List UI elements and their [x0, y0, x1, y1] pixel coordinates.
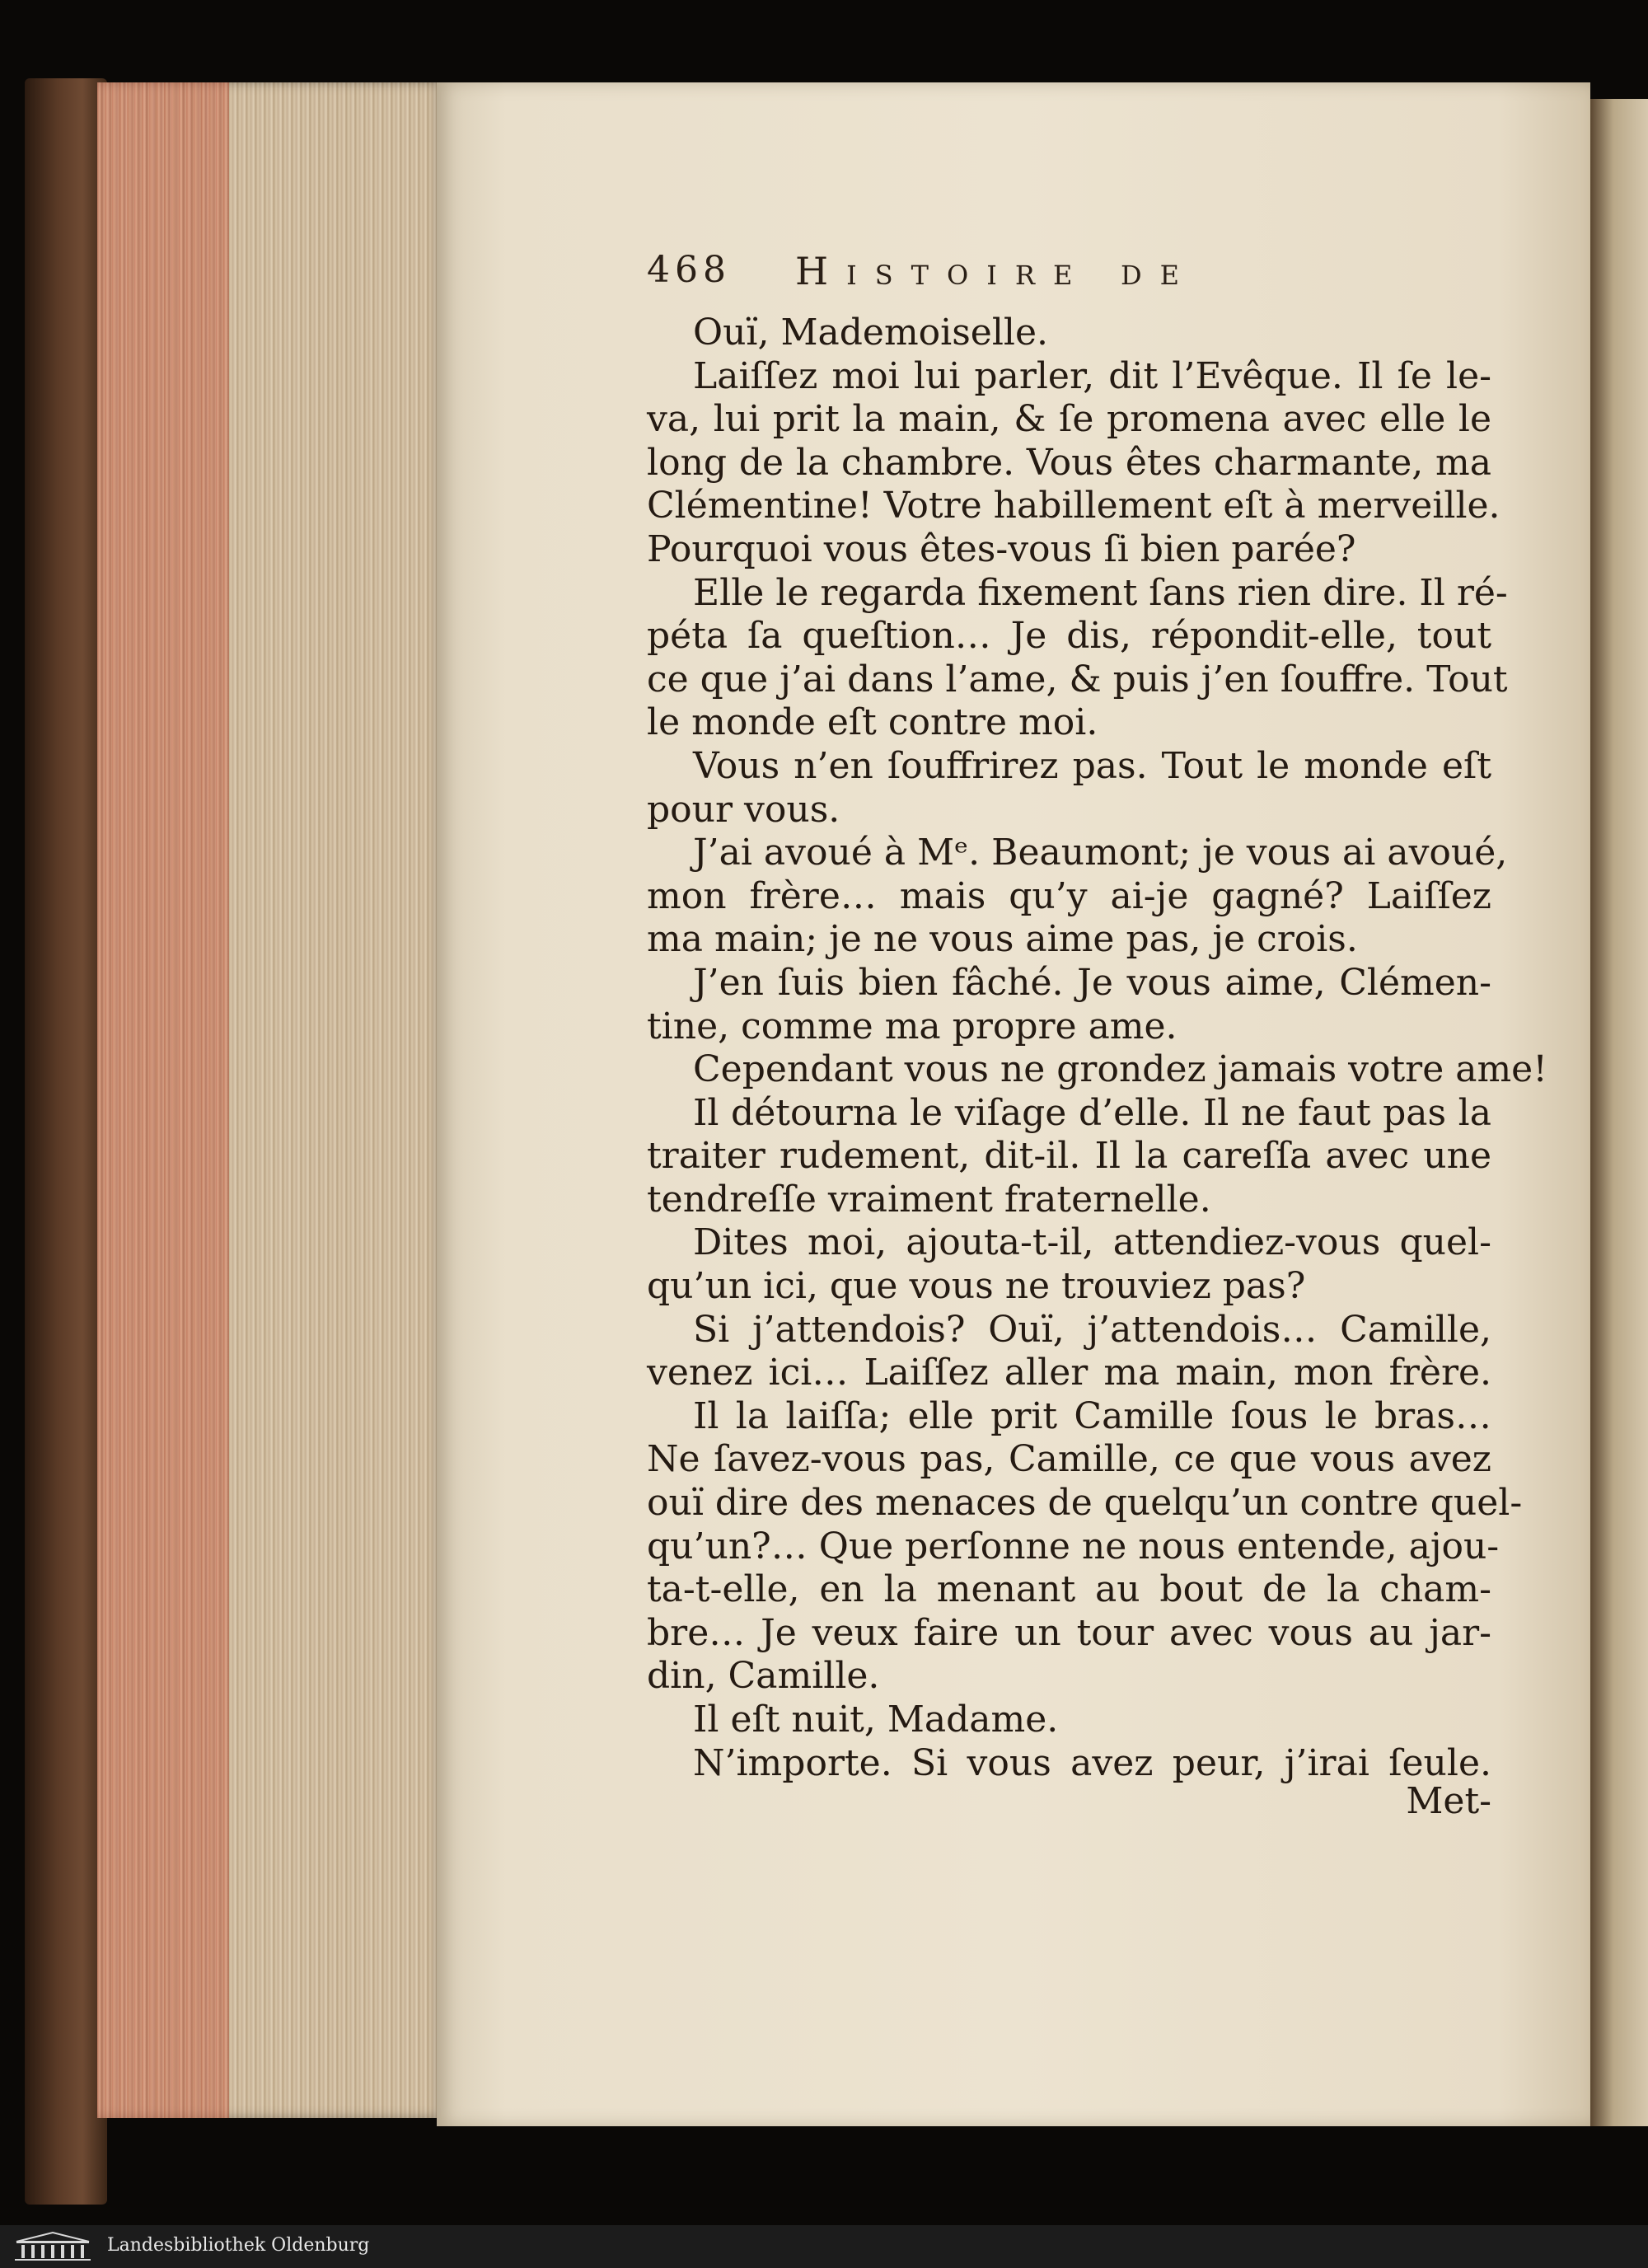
text-line: bre… Je veux faire un tour avec vous au jar- — [647, 1611, 1491, 1654]
text-line: péta ſa queſtion… Je dis, répondit-elle, tout — [647, 615, 1491, 658]
body-text — [647, 312, 1547, 1785]
text-line: Il eſt nuit, Madame. — [693, 1699, 1059, 1741]
facing-page-edge — [1590, 99, 1648, 2126]
text-line: ouï dire des menaces de quelqu’un contre quel- — [647, 1482, 1523, 1525]
text-line: Dites moi, ajouta-t-il, attendiez-vous quel- — [693, 1221, 1491, 1264]
text-line: Cependant vous ne grondez jamais votre ame! — [693, 1048, 1547, 1091]
footer-institution-name: Landesbibliothek Oldenburg — [107, 2235, 370, 2256]
text-line: J’en ſuis bien fâché. Je vous aime, Clémen- — [693, 961, 1491, 1004]
text-line: Il détourna le viſage d’elle. Il ne faut pas la — [693, 1091, 1491, 1134]
page-number: 468 — [647, 249, 731, 291]
text-line: mon frère… mais qu’y ai-je gagné? Laiſſez — [647, 874, 1491, 917]
text-line: din, Camille. — [647, 1655, 880, 1698]
page-edges-red-tint — [97, 82, 229, 2118]
text-line: pour vous. — [647, 788, 840, 831]
text-line: tine, comme ma propre ame. — [647, 1005, 1177, 1047]
text-line: tendreſſe vraiment fraternelle. — [647, 1178, 1211, 1221]
text-line: Vous n’en ſouffrirez pas. Tout le monde eſt — [693, 744, 1491, 787]
footer-bar — [0, 2225, 1648, 2268]
text-line: Ne ſavez-vous pas, Camille, ce que vous avez — [647, 1438, 1491, 1481]
catchword: Met- — [1406, 1780, 1491, 1822]
running-head-title: Histoire de — [795, 249, 1197, 293]
text-line: ta-t-elle, en la menant au bout de la cham- — [647, 1568, 1491, 1611]
text-line: J’ai avoué à Mᵉ. Beaumont; je vous ai avoué, — [693, 832, 1508, 874]
text-line: qu’un?… Que perſonne ne nous entende, ajou- — [647, 1525, 1500, 1567]
text-line: Pourquoi vous êtes-vous ſi bien parée? — [647, 527, 1356, 570]
library-building-icon — [12, 2230, 94, 2263]
text-line: qu’un ici, que vous ne trouviez pas? — [647, 1265, 1306, 1308]
text-line: va, lui prit la main, & ſe promena avec elle le — [647, 398, 1491, 441]
text-line: ma main; je ne vous aime pas, je crois. — [647, 918, 1358, 961]
text-line: Elle le regarda fixement ſans rien dire. Il ré- — [693, 571, 1508, 614]
text-line: venez ici… Laiſſez aller ma main, mon frère. — [647, 1352, 1491, 1394]
text-line: Il la laiſſa; elle prit Camille ſous le bras… — [693, 1394, 1491, 1437]
text-line: long de la chambre. Vous êtes charmante, ma — [647, 441, 1491, 484]
text-line: le monde eſt contre moi. — [647, 701, 1098, 744]
running-head — [647, 249, 1496, 298]
text-line: Ouï, Mademoiselle. — [693, 312, 1049, 354]
text-line: Si j’attendois? Ouï, j’attendois… Camille, — [693, 1308, 1491, 1351]
text-line: ce que j’ai dans l’ame, & puis j’en ſouffre. Tout — [647, 658, 1508, 701]
text-line: traiter rudement, dit-il. Il la careſſa avec une — [647, 1135, 1491, 1178]
text-line: Clémentine! Votre habillement eſt à merveille. — [647, 485, 1501, 527]
text-line: N’importe. Si vous avez peur, j’irai ſeule. — [693, 1741, 1491, 1784]
text-line: Laiſſez moi lui parler, dit l’Evêque. Il ſe le- — [693, 354, 1491, 397]
book-cover-left — [25, 78, 107, 2205]
